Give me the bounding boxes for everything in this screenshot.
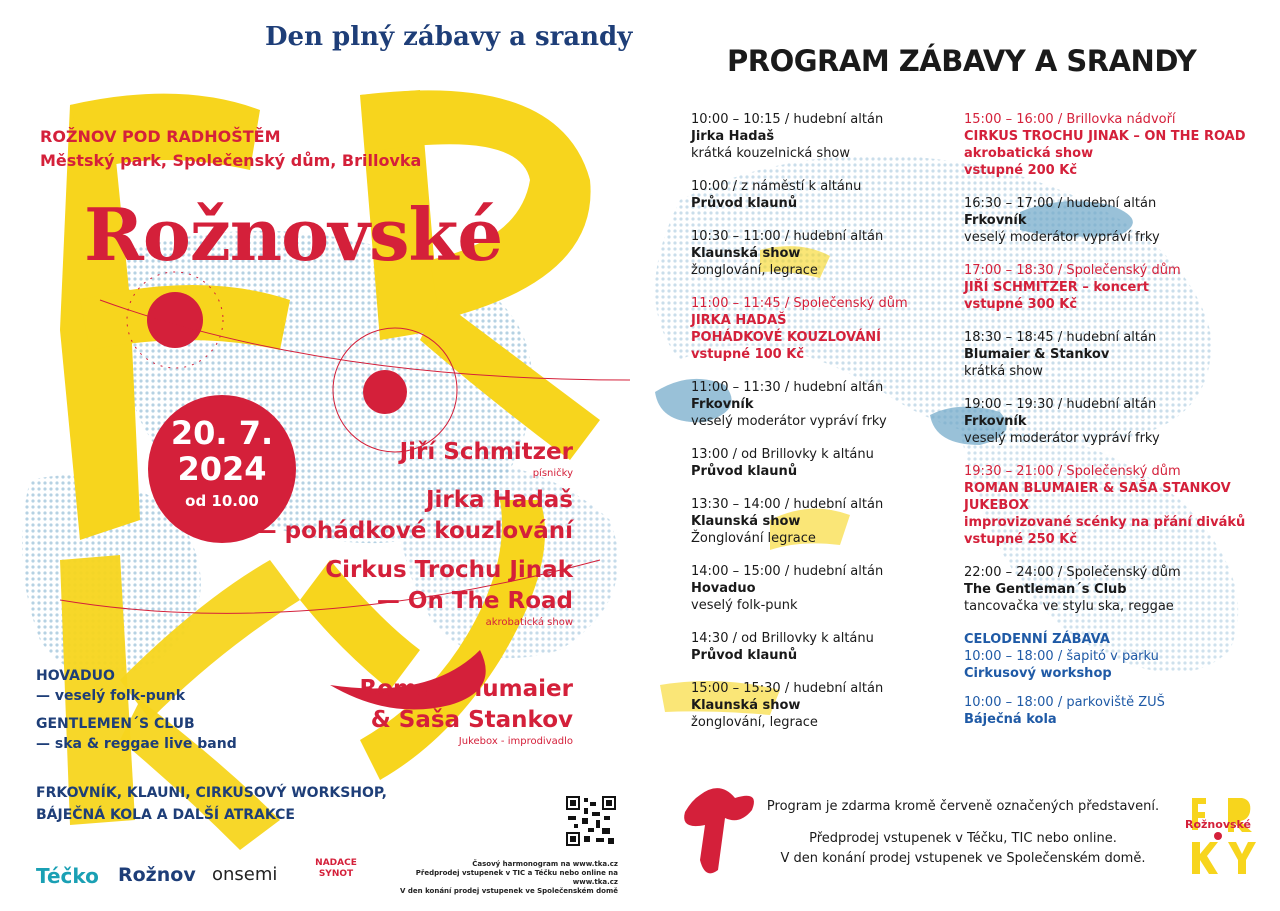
entry-name: Jirka Hadaš [691, 129, 775, 144]
program-entry [691, 111, 943, 162]
note-presale-line: V den konání prodej vstupenek ve Společenském domě. [780, 851, 1146, 866]
sponsor-tecko-logo: Téčko [36, 864, 99, 888]
band-item [36, 666, 237, 706]
performer-name: Jiří Schmitzer [399, 439, 573, 465]
red-dot-nose [363, 370, 407, 414]
program-column-1 [691, 111, 943, 747]
venue-town: ROŽNOV POD RADHOŠTĚM [40, 127, 281, 146]
bands-list [36, 666, 237, 762]
entry-desc: veselý moderátor vypráví frky [964, 230, 1160, 245]
performer-name: & Saša Stankov [370, 707, 573, 733]
entry-name: akrobatická show [964, 146, 1094, 161]
band-desc: — ska & reggae live band [36, 736, 237, 752]
entry-name: Klaunská show [691, 246, 801, 261]
entry-name: JIŘÍ SCHMITZER – koncert [964, 280, 1149, 295]
frky-logo-text: Rožnovské [1185, 818, 1252, 831]
entry-name: Průvod klaunů [691, 196, 798, 211]
entry-name: Klaunská show [691, 698, 801, 713]
entry-price: vstupné 100 Kč [691, 347, 805, 362]
entry-time: 22:00 – 24:00 / Společenský dům [964, 565, 1181, 580]
entry-name: ROMAN BLUMAIER & SAŠA STANKOV [964, 481, 1231, 496]
program-entry [691, 178, 943, 212]
fineprint [396, 860, 618, 896]
entry-name: Hovaduo [691, 581, 756, 596]
red-dot-sun [147, 292, 203, 348]
date-day: 20. 7. [170, 414, 274, 452]
program-entry [691, 563, 943, 614]
qr-code-icon[interactable] [566, 796, 616, 846]
program-entry [691, 446, 943, 480]
band-item [36, 714, 237, 754]
entry-name: Blumaier & Stankov [964, 347, 1110, 362]
entry-name: improvizované scénky na přání diváků [964, 515, 1246, 530]
program-entry [964, 195, 1264, 246]
fineprint-line: Předprodej vstupenek v TIC a Téčku nebo online na www.tka.cz [415, 869, 618, 886]
entry-name: JIRKA HADAŠ [691, 313, 787, 328]
entry-time: 13:00 / od Brillovky k altánu [691, 447, 874, 462]
program-entry-paid [691, 295, 943, 363]
entry-name: Klaunská show [691, 514, 801, 529]
entry-name: Frkovník [964, 213, 1027, 228]
venue-block [40, 125, 421, 173]
entry-name: Frkovník [964, 414, 1027, 429]
entry-price: vstupné 300 Kč [964, 297, 1078, 312]
program-column-2 [964, 111, 1264, 744]
entry-time: 14:00 – 15:00 / hudební altán [691, 564, 884, 579]
entry-time: 10:00 – 18:00 / šapitó v parku [964, 649, 1159, 664]
entry-desc: žonglování, legrace [691, 715, 818, 730]
tagline: Den plný zábavy a srandy [265, 22, 633, 52]
entry-time: 19:00 – 19:30 / hudební altán [964, 397, 1157, 412]
entry-time: 14:30 / od Brillovky k altánu [691, 631, 874, 646]
entry-name: JUKEBOX [964, 498, 1029, 513]
entry-time: 10:00 – 18:00 / parkoviště ZUŠ [964, 695, 1165, 710]
entry-desc: veselý moderátor vypráví frky [964, 431, 1160, 446]
band-desc: — veselý folk-punk [36, 688, 186, 704]
entry-desc: veselý folk-punk [691, 598, 798, 613]
entry-price: vstupné 200 Kč [964, 163, 1078, 178]
venue-places: Městský park, Společenský dům, Brillovka [40, 151, 422, 170]
frky-logo-icon [1180, 790, 1270, 880]
program-entry-allday [964, 694, 1264, 728]
program-entry-paid [964, 463, 1264, 548]
fineprint-line: V den konání prodej vstupenek ve Společenském domě [400, 887, 618, 895]
performer-name: — pohádkové kouzlování [253, 518, 573, 544]
entry-name: POHÁDKOVÉ KOUZLOVÁNÍ [691, 330, 881, 345]
program-entry-paid [964, 111, 1264, 179]
date-time: od 10.00 [185, 492, 259, 510]
entry-time: 13:30 – 14:00 / hudební altán [691, 497, 884, 512]
performer-note: akrobatická show [485, 617, 573, 628]
program-entry [964, 564, 1264, 615]
performer-note: Jukebox - improdivadlo [458, 736, 573, 747]
program-entry [691, 379, 943, 430]
entry-time: 15:00 – 15:30 / hudební altán [691, 681, 884, 696]
program-entry [964, 396, 1264, 447]
performer-note: písničky [532, 468, 573, 479]
entry-desc: tancovačka ve stylu ska, reggae [964, 599, 1174, 614]
festival-title: Rožnovské [84, 192, 503, 277]
entry-desc: Žonglování legrace [691, 531, 816, 546]
program-entry [691, 680, 943, 731]
entry-price: vstupné 250 Kč [964, 532, 1078, 547]
entry-time: 18:30 – 18:45 / hudební altán [964, 330, 1157, 345]
entry-name: Průvod klaunů [691, 648, 798, 663]
sponsor-roznov-logo: Rožnov [118, 864, 196, 886]
entry-time: 19:30 – 21:00 / Společenský dům [964, 464, 1181, 479]
entry-name: Frkovník [691, 397, 754, 412]
sponsor-onsemi-logo: onsemi [212, 864, 278, 885]
entry-time: 16:30 – 17:00 / hudební altán [964, 196, 1157, 211]
entry-heading: CELODENNÍ ZÁBAVA [964, 632, 1110, 647]
program-entry-allday [964, 631, 1264, 682]
band-name: HOVADUO [36, 668, 115, 684]
entry-time: 11:00 – 11:30 / hudební altán [691, 380, 884, 395]
entry-time: 10:00 / z náměstí k altánu [691, 179, 862, 194]
performer-name: — On The Road [376, 588, 573, 614]
program-entry-paid [964, 262, 1264, 313]
performer-name: Cirkus Trochu Jinak [325, 557, 573, 583]
band-name: GENTLEMEN´S CLUB [36, 716, 195, 732]
entry-name: Průvod klaunů [691, 464, 798, 479]
program-entry [691, 228, 943, 279]
entry-time: 11:00 – 11:45 / Společenský dům [691, 296, 908, 311]
note-presale-line: Předprodej vstupenek v Téčku, TIC nebo online. [809, 831, 1117, 846]
entry-time: 15:00 – 16:00 / Brillovka nádvoří [964, 112, 1176, 127]
date-year: 2024 [177, 450, 267, 488]
program-notes [740, 797, 1186, 881]
nadace-line: NADACE [315, 858, 357, 868]
note-presale [740, 829, 1186, 869]
entry-desc: veselý moderátor vypráví frky [691, 414, 887, 429]
attractions [36, 782, 387, 826]
entry-desc: krátká show [964, 364, 1043, 379]
note-free: Program je zdarma kromě červeně označených představení. [766, 799, 1160, 814]
nadace-line: SYNOT [318, 869, 354, 879]
entry-desc: krátká kouzelnická show [691, 146, 851, 161]
fineprint-line: Časový harmonogram na www.tka.cz [472, 860, 618, 868]
sponsor-nadace-logo [308, 858, 364, 880]
performer-name: Jirka Hadaš [425, 487, 573, 513]
program-entry [964, 329, 1264, 380]
performer-name: Roman Blumaier [359, 676, 573, 702]
attractions-line: BÁJEČNÁ KOLA A DALŠÍ ATRAKCE [36, 807, 295, 823]
entry-name: CIRKUS TROCHU JINAK – ON THE ROAD [964, 129, 1246, 144]
program-entry [691, 496, 943, 547]
program-entry [691, 630, 943, 664]
entry-desc: žonglování, legrace [691, 263, 818, 278]
performers-list [254, 437, 573, 753]
entry-name: Báječná kola [964, 712, 1057, 727]
attractions-line: FRKOVNÍK, KLAUNI, CIRKUSOVÝ WORKSHOP, [36, 785, 387, 801]
program-title: PROGRAM ZÁBAVY A SRANDY [727, 44, 1197, 78]
entry-time: 10:30 – 11:00 / hudební altán [691, 229, 884, 244]
entry-name: The Gentleman´s Club [964, 582, 1127, 597]
entry-time: 10:00 – 10:15 / hudební altán [691, 112, 884, 127]
entry-time: 17:00 – 18:30 / Společenský dům [964, 263, 1181, 278]
entry-name: Cirkusový workshop [964, 666, 1112, 681]
